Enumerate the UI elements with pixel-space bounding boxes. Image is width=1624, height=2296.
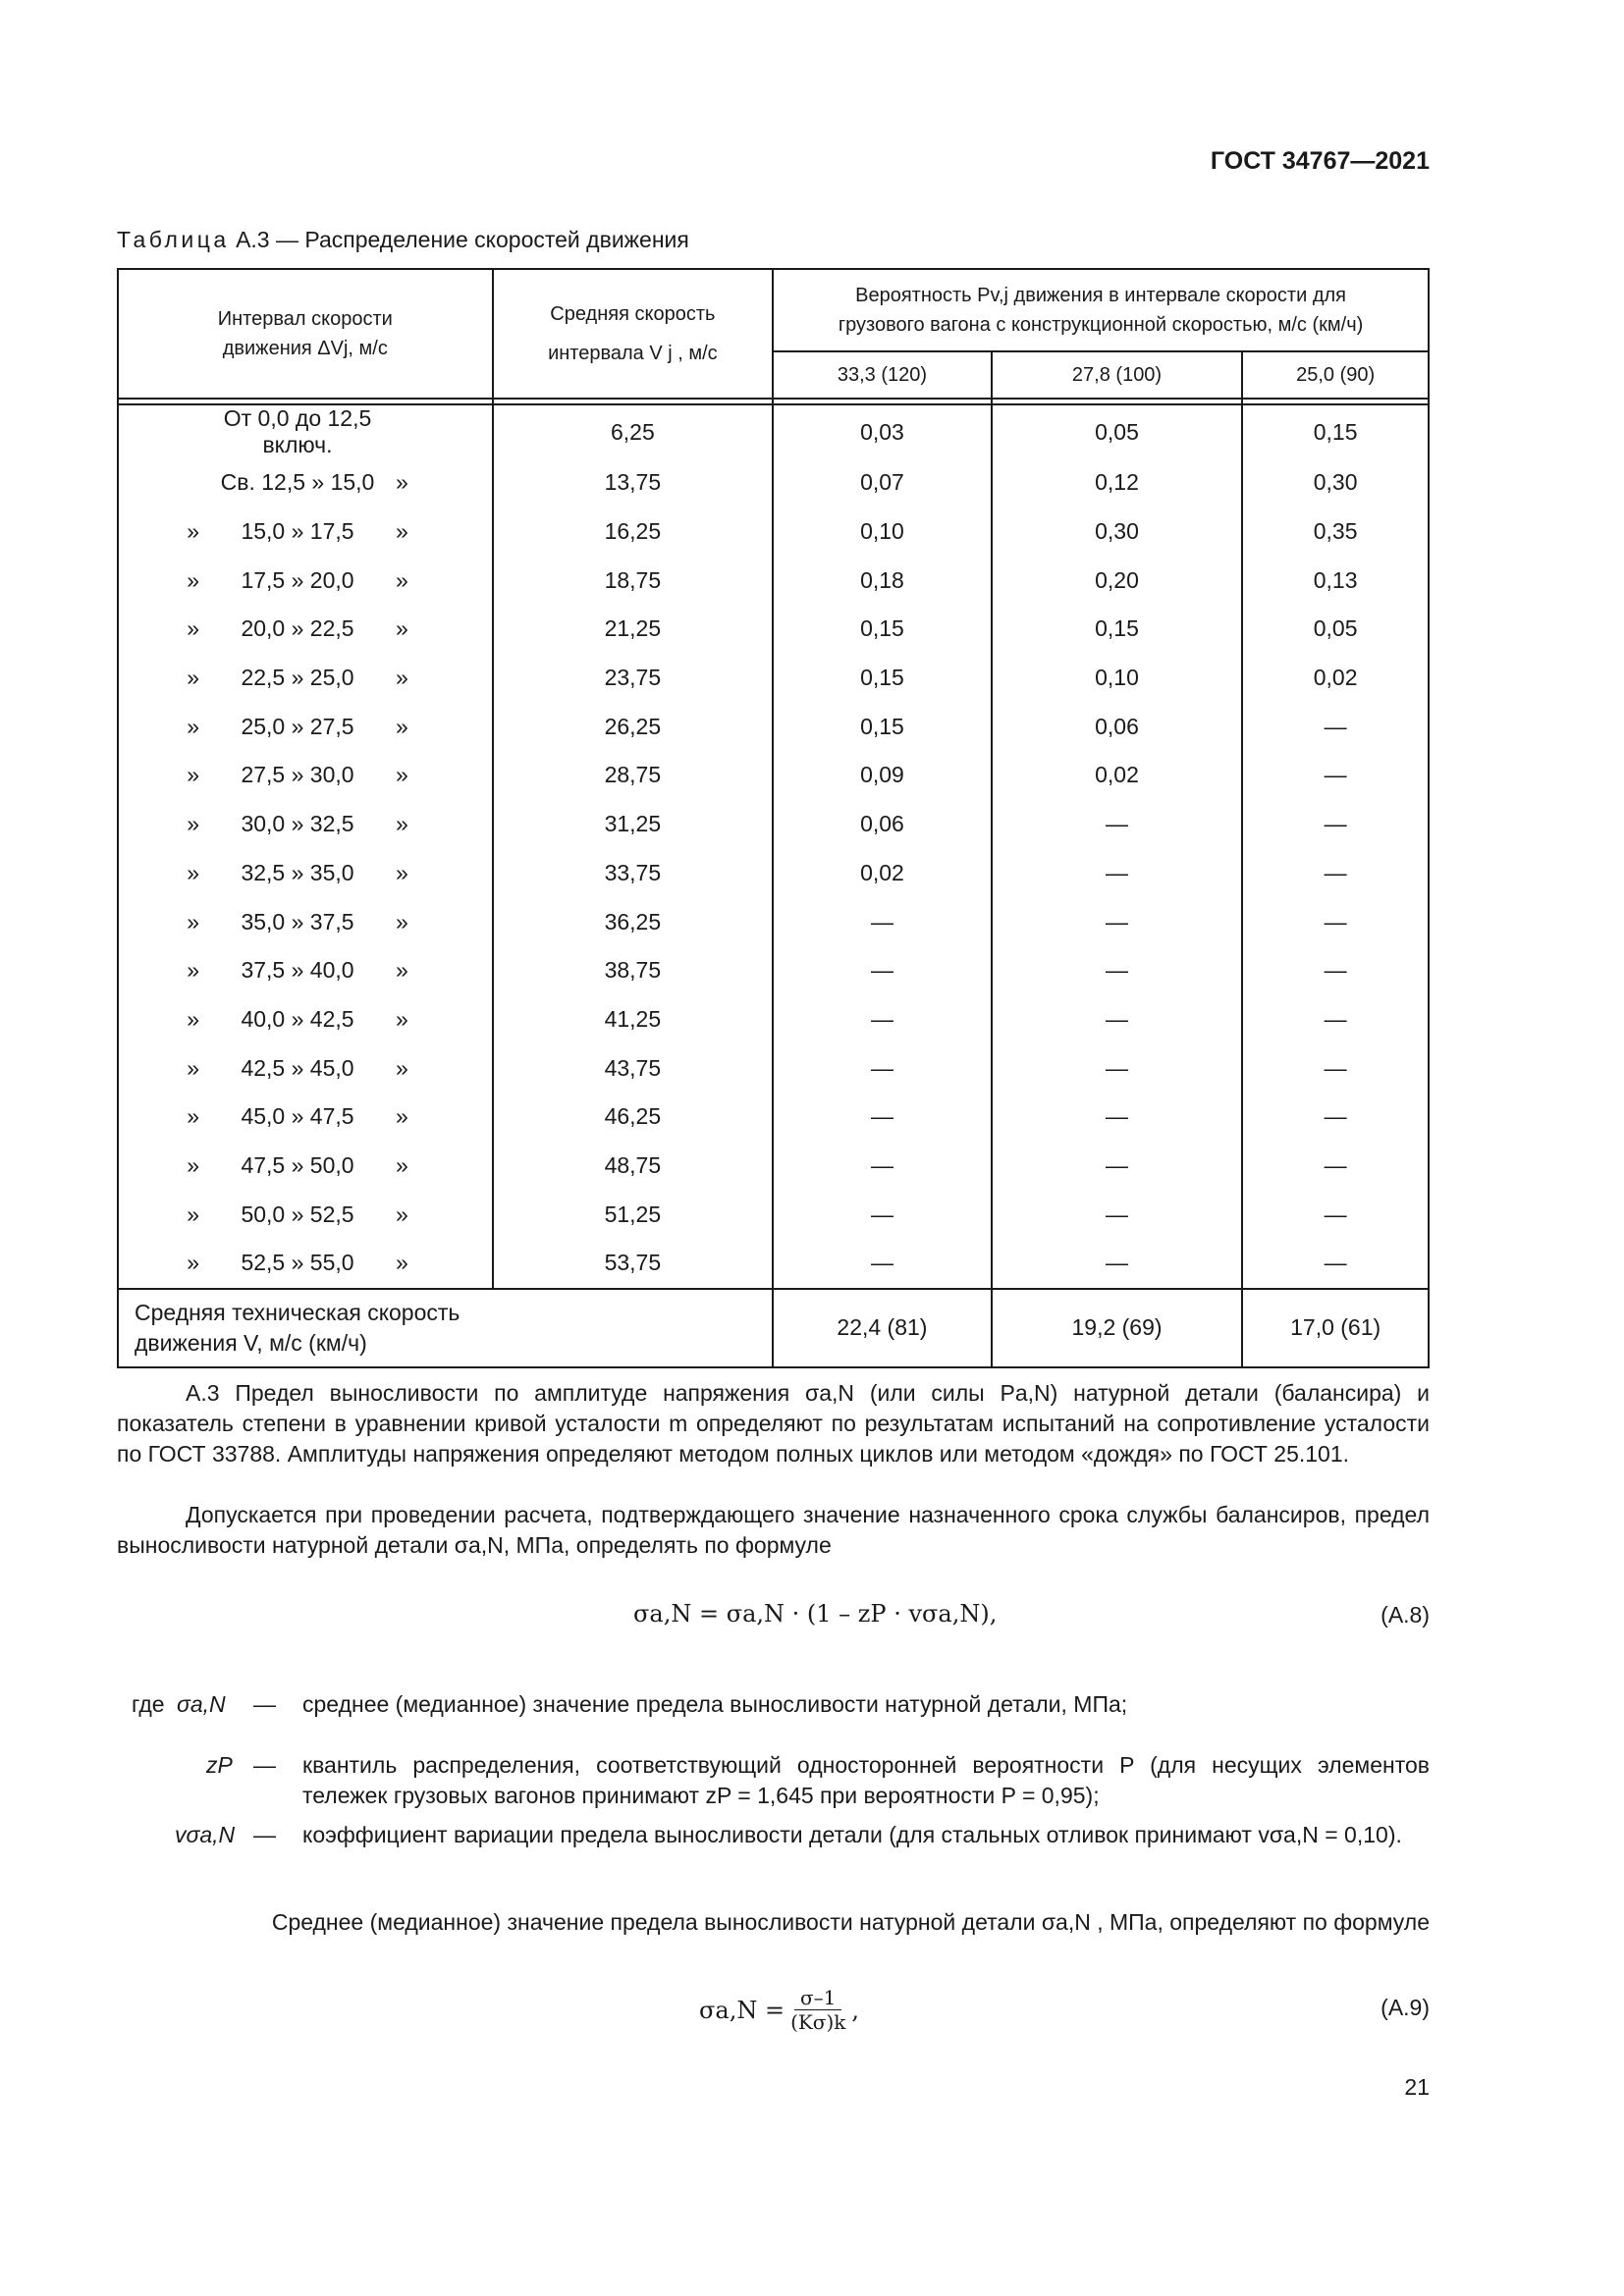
formula-a9-lhs: σa,N = xyxy=(699,1996,785,2024)
where-word: где xyxy=(132,1691,165,1717)
probability-cell: 0,15 xyxy=(773,605,992,654)
interval-part: » xyxy=(187,566,199,593)
interval-cell xyxy=(118,1142,493,1191)
formula-a8-number: (А.8) xyxy=(1380,1602,1430,1628)
probability-cell: 0,15 xyxy=(773,702,992,751)
interval-part: От 0,0 до 12,5 включ. xyxy=(223,405,372,457)
formula-a9-numerator: σ–1 xyxy=(794,1986,841,2010)
table-row xyxy=(118,946,1429,995)
mean-speed-cell: 33,75 xyxy=(493,849,774,898)
probability-cell: — xyxy=(773,1190,992,1239)
mean-speed-cell: 46,25 xyxy=(493,1093,774,1142)
probability-cell: 0,35 xyxy=(1242,507,1429,557)
mean-speed-cell: 43,75 xyxy=(493,1043,774,1093)
mean-speed-cell: 21,25 xyxy=(493,605,774,654)
interval-cell xyxy=(118,800,493,849)
table-caption-prefix: Таблица xyxy=(117,227,230,252)
mean-speed-cell: 26,25 xyxy=(493,702,774,751)
table-row xyxy=(118,1239,1429,1289)
where-symbol-1: σa,N xyxy=(177,1691,226,1717)
probability-cell: — xyxy=(992,849,1243,898)
probability-cell: 0,15 xyxy=(992,605,1243,654)
interval-part: » xyxy=(396,762,408,788)
footer-label: Средняя техническая скорость движения V, м/с (км/ч) xyxy=(118,1289,773,1367)
header-speed-1: 33,3 (120) xyxy=(773,351,992,399)
interval-part: » xyxy=(396,957,408,984)
table-row xyxy=(118,404,1429,458)
mean-speed-cell: 31,25 xyxy=(493,800,774,849)
probability-cell: — xyxy=(1242,1142,1429,1191)
header-interval: Интервал скорости движения ΔVj, м/с xyxy=(118,269,493,399)
table-row xyxy=(118,1142,1429,1191)
interval-cell xyxy=(118,702,493,751)
interval-part: » xyxy=(187,811,199,837)
mean-speed-cell: 23,75 xyxy=(493,654,774,703)
probability-cell: — xyxy=(992,897,1243,946)
where-desc-3: коэффициент вариации предела выносливости детали (для стальных отливок принимают vσa,N = 0,10). xyxy=(302,1822,1402,1847)
interval-part: » xyxy=(187,1250,199,1276)
interval-part: 42,5 » 45,0 xyxy=(241,1054,354,1081)
interval-part: 52,5 » 55,0 xyxy=(241,1250,354,1276)
probability-cell: — xyxy=(773,1093,992,1142)
mean-speed-cell: 48,75 xyxy=(493,1142,774,1191)
probability-cell: — xyxy=(1242,849,1429,898)
probability-cell: — xyxy=(1242,1093,1429,1142)
table-row xyxy=(118,751,1429,800)
interval-part: 47,5 » 50,0 xyxy=(241,1151,354,1178)
probability-cell: — xyxy=(1242,800,1429,849)
where-desc-2: квантиль распределения, соответствующий односторонней вероятности P (для несущих элементов тележек грузовых вагонов принимают zP = 1,645 при вероятности P = 0,95); xyxy=(302,1752,1430,1808)
mean-speed-cell: 13,75 xyxy=(493,458,774,507)
probability-cell: 0,06 xyxy=(992,702,1243,751)
where-symbol-3: vσa,N xyxy=(175,1822,236,1847)
probability-cell: 0,07 xyxy=(773,458,992,507)
interval-cell xyxy=(118,654,493,703)
interval-part: » xyxy=(396,908,408,934)
interval-part: » xyxy=(187,908,199,934)
interval-part: 25,0 » 27,5 xyxy=(241,713,354,739)
paragraph-median: Среднее (медианное) значение предела выносливости натурной детали σa,N , МПа, определяют по формуле xyxy=(271,1909,1430,1935)
interval-part: 35,0 » 37,5 xyxy=(241,908,354,934)
probability-cell: — xyxy=(992,946,1243,995)
interval-part: » xyxy=(187,615,199,642)
interval-cell xyxy=(118,946,493,995)
probability-cell: 0,15 xyxy=(773,654,992,703)
interval-cell xyxy=(118,605,493,654)
interval-part: » xyxy=(187,859,199,885)
interval-part: » xyxy=(396,1201,408,1227)
probability-cell: 0,12 xyxy=(992,458,1243,507)
interval-part: » xyxy=(187,1151,199,1178)
probability-cell: 0,18 xyxy=(773,556,992,605)
interval-part: » xyxy=(396,615,408,642)
interval-cell xyxy=(118,556,493,605)
probability-cell: — xyxy=(992,1142,1243,1191)
interval-part: » xyxy=(396,1103,408,1130)
probability-cell: — xyxy=(1242,1239,1429,1289)
mean-speed-cell: 41,25 xyxy=(493,995,774,1044)
header-mean-speed: Средняя скорость интервала V j , м/с xyxy=(493,269,774,399)
interval-part: » xyxy=(187,1005,199,1032)
paragraph-allowed: Допускается при проведении расчета, подтверждающего значение назначенного срока службы балансиров, предел выносливости натурной детали σa,N, МПа, определять по формуле xyxy=(117,1502,1430,1558)
header-probability: Вероятность Pv,j движения в интервале скорости для грузового вагона с конструкционной скоростью, м/с (км/ч) xyxy=(773,269,1429,351)
table-row xyxy=(118,605,1429,654)
footer-value-1: 22,4 (81) xyxy=(773,1289,992,1367)
mean-speed-cell: 28,75 xyxy=(493,751,774,800)
footer-value-2: 19,2 (69) xyxy=(992,1289,1243,1367)
probability-cell: — xyxy=(992,1239,1243,1289)
probability-cell: 0,02 xyxy=(1242,654,1429,703)
interval-cell xyxy=(118,458,493,507)
interval-part: » xyxy=(187,1054,199,1081)
probability-cell: 0,30 xyxy=(1242,458,1429,507)
interval-part: » xyxy=(396,469,408,496)
probability-cell: — xyxy=(1242,946,1429,995)
speed-distribution-table xyxy=(117,268,1430,1368)
interval-cell xyxy=(118,1190,493,1239)
interval-part: » xyxy=(396,665,408,691)
interval-part: 45,0 » 47,5 xyxy=(241,1103,354,1130)
probability-cell: — xyxy=(992,1093,1243,1142)
interval-part: » xyxy=(187,665,199,691)
table-row xyxy=(118,556,1429,605)
table-body xyxy=(118,404,1429,1289)
probability-cell: — xyxy=(1242,995,1429,1044)
probability-cell: — xyxy=(992,1043,1243,1093)
where-desc-1: среднее (медианное) значение предела выносливости натурной детали, МПа; xyxy=(302,1691,1128,1717)
probability-cell: 0,09 xyxy=(773,751,992,800)
probability-cell: — xyxy=(992,800,1243,849)
mean-speed-cell: 6,25 xyxy=(493,404,774,458)
probability-cell: — xyxy=(773,897,992,946)
interval-cell xyxy=(118,897,493,946)
interval-part: » xyxy=(396,859,408,885)
where-dash-3: — xyxy=(253,1822,276,1847)
probability-cell: 0,30 xyxy=(992,507,1243,557)
interval-cell xyxy=(118,404,493,458)
mean-speed-cell: 51,25 xyxy=(493,1190,774,1239)
where-dash-1: — xyxy=(253,1691,276,1717)
table-row xyxy=(118,897,1429,946)
interval-part: » xyxy=(396,1054,408,1081)
formula-a9 xyxy=(699,1986,859,2034)
interval-cell xyxy=(118,849,493,898)
interval-part: » xyxy=(396,1250,408,1276)
interval-cell xyxy=(118,1239,493,1289)
probability-cell: — xyxy=(992,1190,1243,1239)
page-number: 21 xyxy=(1404,2074,1430,2100)
document-header: ГОСТ 34767—2021 xyxy=(1210,147,1430,175)
table-row xyxy=(118,995,1429,1044)
interval-part: Св. 12,5 » 15,0 xyxy=(220,469,375,496)
formula-a9-denominator: (Kσ)k xyxy=(790,2010,846,2034)
mean-speed-cell: 53,75 xyxy=(493,1239,774,1289)
paragraph-a3: А.3 Предел выносливости по амплитуде напряжения σa,N (или силы Pa,N) натурной детали (балансира) и показатель степени в уравнении кривой усталости m определяют по результатам испытаний на сопротивление усталости по ГОСТ 33788. Амплитуды напряжения определяют методом полных циклов или методом «дождя» по ГОСТ 25.101. xyxy=(117,1380,1430,1467)
probability-cell: — xyxy=(773,995,992,1044)
interval-part: » xyxy=(187,1103,199,1130)
probability-cell: 0,10 xyxy=(992,654,1243,703)
mean-speed-cell: 16,25 xyxy=(493,507,774,557)
probability-cell: — xyxy=(773,1239,992,1289)
table-caption xyxy=(117,227,689,253)
formula-a8: σa,N = σa,N · (1 – zP · vσa,N), xyxy=(633,1600,998,1628)
probability-cell: — xyxy=(773,946,992,995)
table-row xyxy=(118,849,1429,898)
probability-cell: — xyxy=(992,995,1243,1044)
interval-part: 37,5 » 40,0 xyxy=(241,957,354,984)
probability-cell: 0,06 xyxy=(773,800,992,849)
interval-part: 32,5 » 35,0 xyxy=(241,859,354,885)
interval-part: 17,5 » 20,0 xyxy=(241,566,354,593)
header-speed-3: 25,0 (90) xyxy=(1242,351,1429,399)
probability-cell: 0,13 xyxy=(1242,556,1429,605)
mean-speed-cell: 38,75 xyxy=(493,946,774,995)
interval-part: 30,0 » 32,5 xyxy=(241,811,354,837)
table-row xyxy=(118,1043,1429,1093)
table-caption-text: А.3 — Распределение скоростей движения xyxy=(236,227,689,252)
interval-cell xyxy=(118,995,493,1044)
interval-part: » xyxy=(187,762,199,788)
probability-cell: 0,15 xyxy=(1242,404,1429,458)
mean-speed-cell: 18,75 xyxy=(493,556,774,605)
interval-part: 22,5 » 25,0 xyxy=(241,665,354,691)
probability-cell: 0,20 xyxy=(992,556,1243,605)
table-footer-row xyxy=(118,1289,1429,1367)
table-row xyxy=(118,654,1429,703)
probability-cell: — xyxy=(1242,751,1429,800)
probability-cell: — xyxy=(1242,702,1429,751)
interval-part: » xyxy=(187,518,199,545)
interval-part: 27,5 » 30,0 xyxy=(241,762,354,788)
formula-a9-number: (А.9) xyxy=(1380,1995,1430,2020)
probability-cell: — xyxy=(1242,897,1429,946)
interval-part: » xyxy=(396,811,408,837)
table-row xyxy=(118,1190,1429,1239)
interval-part: 15,0 » 17,5 xyxy=(241,518,354,545)
formula-a9-end: , xyxy=(851,1996,860,2024)
probability-cell: 0,05 xyxy=(992,404,1243,458)
interval-cell xyxy=(118,1093,493,1142)
where-symbol-2: zP xyxy=(206,1752,233,1778)
interval-cell xyxy=(118,751,493,800)
where-dash-2: — xyxy=(253,1752,276,1778)
interval-part: » xyxy=(396,713,408,739)
interval-cell xyxy=(118,1043,493,1093)
probability-cell: — xyxy=(1242,1043,1429,1093)
table-row xyxy=(118,702,1429,751)
probability-cell: 0,05 xyxy=(1242,605,1429,654)
interval-part: » xyxy=(187,713,199,739)
footer-value-3: 17,0 (61) xyxy=(1242,1289,1429,1367)
interval-part: » xyxy=(187,957,199,984)
header-speed-2: 27,8 (100) xyxy=(992,351,1243,399)
interval-part: 20,0 » 22,5 xyxy=(241,615,354,642)
probability-cell: — xyxy=(1242,1190,1429,1239)
mean-speed-cell: 36,25 xyxy=(493,897,774,946)
probability-cell: 0,02 xyxy=(773,849,992,898)
probability-cell: — xyxy=(773,1043,992,1093)
probability-cell: — xyxy=(773,1142,992,1191)
interval-part: 40,0 » 42,5 xyxy=(241,1005,354,1032)
probability-cell: 0,02 xyxy=(992,751,1243,800)
table-row xyxy=(118,1093,1429,1142)
interval-cell xyxy=(118,507,493,557)
table-row xyxy=(118,458,1429,507)
probability-cell: 0,10 xyxy=(773,507,992,557)
interval-part: » xyxy=(187,1201,199,1227)
table-row xyxy=(118,800,1429,849)
probability-cell: 0,03 xyxy=(773,404,992,458)
interval-part: » xyxy=(396,1151,408,1178)
interval-part: 50,0 » 52,5 xyxy=(241,1201,354,1227)
interval-part: » xyxy=(396,566,408,593)
interval-part: » xyxy=(396,1005,408,1032)
interval-part: » xyxy=(396,518,408,545)
table-row xyxy=(118,507,1429,557)
